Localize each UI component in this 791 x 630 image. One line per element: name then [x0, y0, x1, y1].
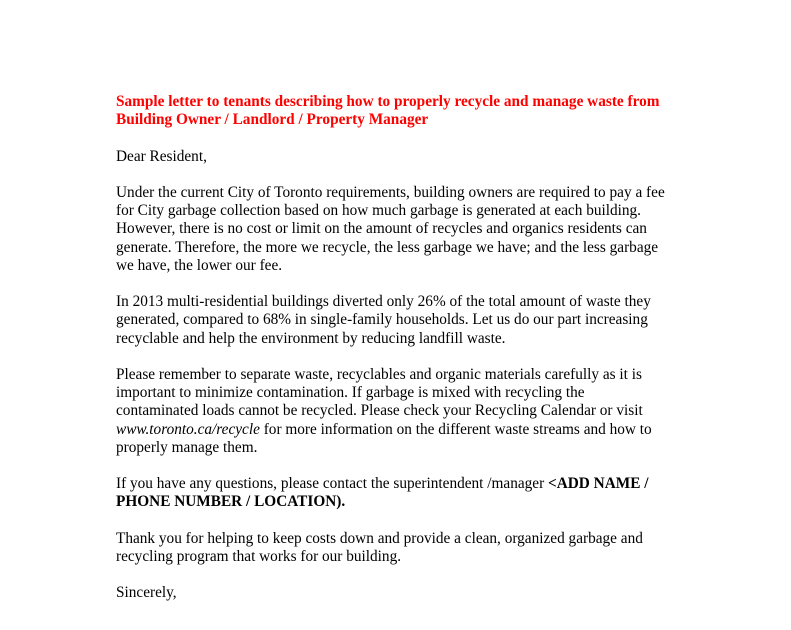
paragraph-thanks [116, 530, 676, 566]
paragraph-line: However, there is no cost or limit on the amount of recycles and organics residents can [116, 220, 647, 238]
contact-placeholder-continued: PHONE NUMBER / LOCATION). [116, 493, 346, 511]
paragraph-line: generate. Therefore, the more we recycle, the less garbage we have; and the less garbage [116, 238, 659, 256]
title-line-2: Building Owner / Landlord / Property Manager [116, 111, 429, 129]
paragraph-contact [116, 475, 676, 511]
paragraph-line: for City garbage collection based on how much garbage is generated at each building. [116, 202, 642, 220]
paragraph-line: recycling program that works for our building. [116, 547, 402, 565]
paragraph-line: Under the current City of Toronto requirements, building owners are required to pay a fee [116, 183, 665, 201]
letter-title [116, 93, 676, 129]
paragraph-line: contaminated loads cannot be recycled. Please check your Recycling Calendar or visit [116, 402, 643, 420]
paragraph-line: important to minimize contamination. If garbage is mixed with recycling the [116, 384, 585, 402]
paragraph-separation-instructions [116, 366, 676, 457]
contact-text: If you have any questions, please contact the superintendent /manager [116, 475, 548, 493]
paragraph-line-rest: for more information on the different waste streams and how to [259, 420, 652, 438]
paragraph-line: recyclable and help the environment by reducing landfill waste. [116, 329, 506, 347]
title-line-1: Sample letter to tenants describing how to properly recycle and manage waste from [116, 93, 660, 110]
paragraph-line: we have, the lower our fee. [116, 256, 283, 274]
paragraph-fee-explanation [116, 184, 676, 275]
salutation: Dear Resident, [116, 147, 207, 165]
paragraph-line: Please remember to separate waste, recyclables and organic materials carefully as it is [116, 365, 642, 383]
paragraph-line [116, 475, 676, 493]
paragraph-line: In 2013 multi-residential buildings diverted only 26% of the total amount of waste they [116, 293, 651, 311]
paragraph-line: properly manage them. [116, 438, 258, 456]
paragraph-diversion-stats [116, 293, 676, 348]
recycle-website-link[interactable]: www.toronto.ca/recycle [116, 420, 260, 438]
letter-page [116, 93, 676, 603]
paragraph-line [116, 421, 676, 439]
closing: Sincerely, [116, 584, 177, 602]
paragraph-line: generated, compared to 68% in single-family households. Let us do our part increasing [116, 311, 648, 329]
contact-placeholder: <ADD NAME / [548, 475, 649, 493]
paragraph-line: Thank you for helping to keep costs down and provide a clean, organized garbage and [116, 529, 643, 547]
